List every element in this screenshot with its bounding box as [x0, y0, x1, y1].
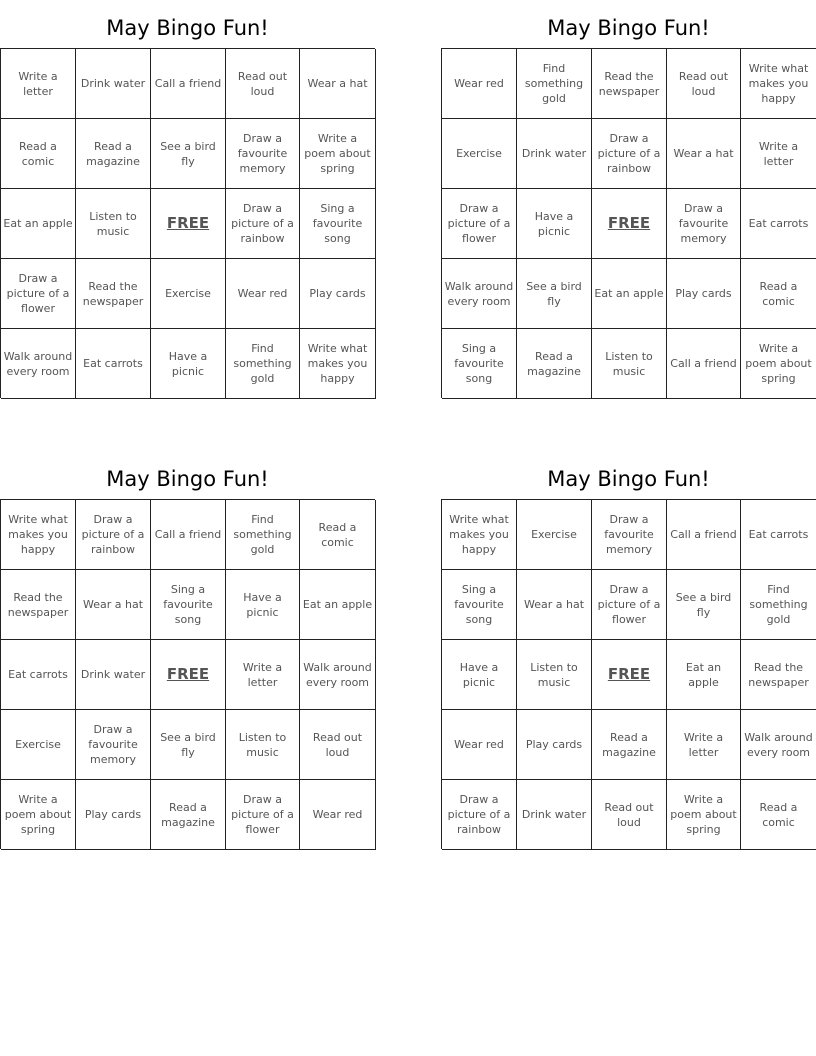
bingo-cell: Draw a picture of a flower — [592, 570, 667, 640]
bingo-cell: Write a poem about spring — [1, 780, 76, 850]
bingo-cell: Eat an apple — [667, 640, 741, 710]
bingo-cell: Read out loud — [667, 49, 741, 119]
bingo-cell: Read the newspaper — [1, 570, 76, 640]
bingo-grid — [441, 499, 816, 849]
bingo-cell: Drink water — [76, 49, 151, 119]
bingo-cell: Exercise — [517, 500, 592, 570]
bingo-cell: Eat carrots — [741, 189, 816, 259]
bingo-cell: Listen to music — [76, 189, 151, 259]
bingo-cell: Read a magazine — [592, 710, 667, 780]
bingo-cell: Play cards — [76, 780, 151, 850]
bingo-cell: Drink water — [517, 780, 592, 850]
bingo-cell: Draw a favourite memory — [592, 500, 667, 570]
bingo-cell: Draw a picture of a rainbow — [442, 780, 517, 850]
bingo-cell: Read out loud — [592, 780, 667, 850]
bingo-cell: Exercise — [151, 259, 226, 329]
bingo-cell: See a bird fly — [517, 259, 592, 329]
bingo-cell: Find something gold — [226, 329, 300, 399]
bingo-cell: Find something gold — [741, 570, 816, 640]
bingo-cell: Read the newspaper — [592, 49, 667, 119]
bingo-cell: Read a comic — [300, 500, 376, 570]
bingo-cell: Drink water — [517, 119, 592, 189]
bingo-cell: Draw a picture of a flower — [1, 259, 76, 329]
bingo-cell: Eat carrots — [1, 640, 76, 710]
bingo-cell: Read a comic — [741, 780, 816, 850]
bingo-cell: Draw a picture of a rainbow — [76, 500, 151, 570]
bingo-cell: Sing a favourite song — [442, 570, 517, 640]
bingo-cell: Have a picnic — [151, 329, 226, 399]
bingo-cell: Walk around every room — [1, 329, 76, 399]
bingo-cell: Wear red — [442, 710, 517, 780]
bingo-cell: Wear red — [300, 780, 376, 850]
bingo-cell: Listen to music — [592, 329, 667, 399]
bingo-cell: Drink water — [76, 640, 151, 710]
bingo-cell: Draw a favourite memory — [667, 189, 741, 259]
bingo-cell: Call a friend — [667, 500, 741, 570]
bingo-cell: Draw a picture of a rainbow — [592, 119, 667, 189]
free-space-cell: FREE — [592, 189, 667, 259]
bingo-cell: Write what makes you happy — [442, 500, 517, 570]
bingo-cell: Read a magazine — [76, 119, 151, 189]
bingo-cell: Read a magazine — [517, 329, 592, 399]
bingo-cell: Walk around every room — [442, 259, 517, 329]
bingo-cell: See a bird fly — [151, 710, 226, 780]
free-space-cell: FREE — [151, 189, 226, 259]
bingo-cell: Draw a picture of a rainbow — [226, 189, 300, 259]
bingo-cell: Exercise — [442, 119, 517, 189]
bingo-cell: Walk around every room — [300, 640, 376, 710]
card-title: May Bingo Fun! — [547, 16, 710, 40]
bingo-grid — [441, 48, 816, 398]
bingo-cell: Wear a hat — [76, 570, 151, 640]
bingo-cell: Write a poem about spring — [300, 119, 376, 189]
bingo-cell: Read a comic — [741, 259, 816, 329]
bingo-cell: Wear red — [226, 259, 300, 329]
bingo-cell: Eat carrots — [741, 500, 816, 570]
bingo-cell: Find something gold — [517, 49, 592, 119]
bingo-cell: Write a letter — [741, 119, 816, 189]
bingo-cell: See a bird fly — [151, 119, 226, 189]
bingo-cell: Draw a picture of a flower — [442, 189, 517, 259]
bingo-cell: Wear a hat — [517, 570, 592, 640]
bingo-cell: Draw a picture of a flower — [226, 780, 300, 850]
bingo-cell: Draw a favourite memory — [226, 119, 300, 189]
bingo-cell: See a bird fly — [667, 570, 741, 640]
bingo-cell: Read out loud — [300, 710, 376, 780]
card-title: May Bingo Fun! — [547, 467, 710, 491]
bingo-cell: Find something gold — [226, 500, 300, 570]
bingo-cell: Write a letter — [226, 640, 300, 710]
bingo-cell: Listen to music — [517, 640, 592, 710]
bingo-cell: Read a magazine — [151, 780, 226, 850]
bingo-cell: Walk around every room — [741, 710, 816, 780]
bingo-cell: Listen to music — [226, 710, 300, 780]
bingo-cell: Have a picnic — [226, 570, 300, 640]
bingo-cell: Play cards — [667, 259, 741, 329]
bingo-cell: Call a friend — [151, 500, 226, 570]
bingo-cell: Wear red — [442, 49, 517, 119]
bingo-cell: Read the newspaper — [76, 259, 151, 329]
free-space-cell: FREE — [592, 640, 667, 710]
bingo-cell: Eat an apple — [300, 570, 376, 640]
bingo-cell: Write what makes you happy — [741, 49, 816, 119]
bingo-cell: Call a friend — [151, 49, 226, 119]
bingo-cell: Play cards — [300, 259, 376, 329]
bingo-cell: Call a friend — [667, 329, 741, 399]
bingo-grid — [0, 499, 375, 849]
bingo-cell: Eat an apple — [1, 189, 76, 259]
bingo-cell: Have a picnic — [442, 640, 517, 710]
bingo-cell: Eat carrots — [76, 329, 151, 399]
free-space-cell: FREE — [151, 640, 226, 710]
bingo-cell: Exercise — [1, 710, 76, 780]
bingo-cell: Read the newspaper — [741, 640, 816, 710]
bingo-cell: Write a letter — [667, 710, 741, 780]
bingo-grid — [0, 48, 375, 398]
card-title: May Bingo Fun! — [106, 16, 269, 40]
bingo-cell: Play cards — [517, 710, 592, 780]
bingo-cell: Write a poem about spring — [667, 780, 741, 850]
bingo-cell: Read a comic — [1, 119, 76, 189]
bingo-cell: Write what makes you happy — [1, 500, 76, 570]
bingo-cell: Write a letter — [1, 49, 76, 119]
bingo-cell: Write a poem about spring — [741, 329, 816, 399]
bingo-cell: Draw a favourite memory — [76, 710, 151, 780]
bingo-cell: Have a picnic — [517, 189, 592, 259]
card-title: May Bingo Fun! — [106, 467, 269, 491]
bingo-cell: Sing a favourite song — [151, 570, 226, 640]
bingo-cell: Wear a hat — [667, 119, 741, 189]
bingo-cell: Sing a favourite song — [300, 189, 376, 259]
bingo-cell: Wear a hat — [300, 49, 376, 119]
bingo-cell: Read out loud — [226, 49, 300, 119]
bingo-cell: Sing a favourite song — [442, 329, 517, 399]
bingo-cell: Eat an apple — [592, 259, 667, 329]
bingo-cell: Write what makes you happy — [300, 329, 376, 399]
